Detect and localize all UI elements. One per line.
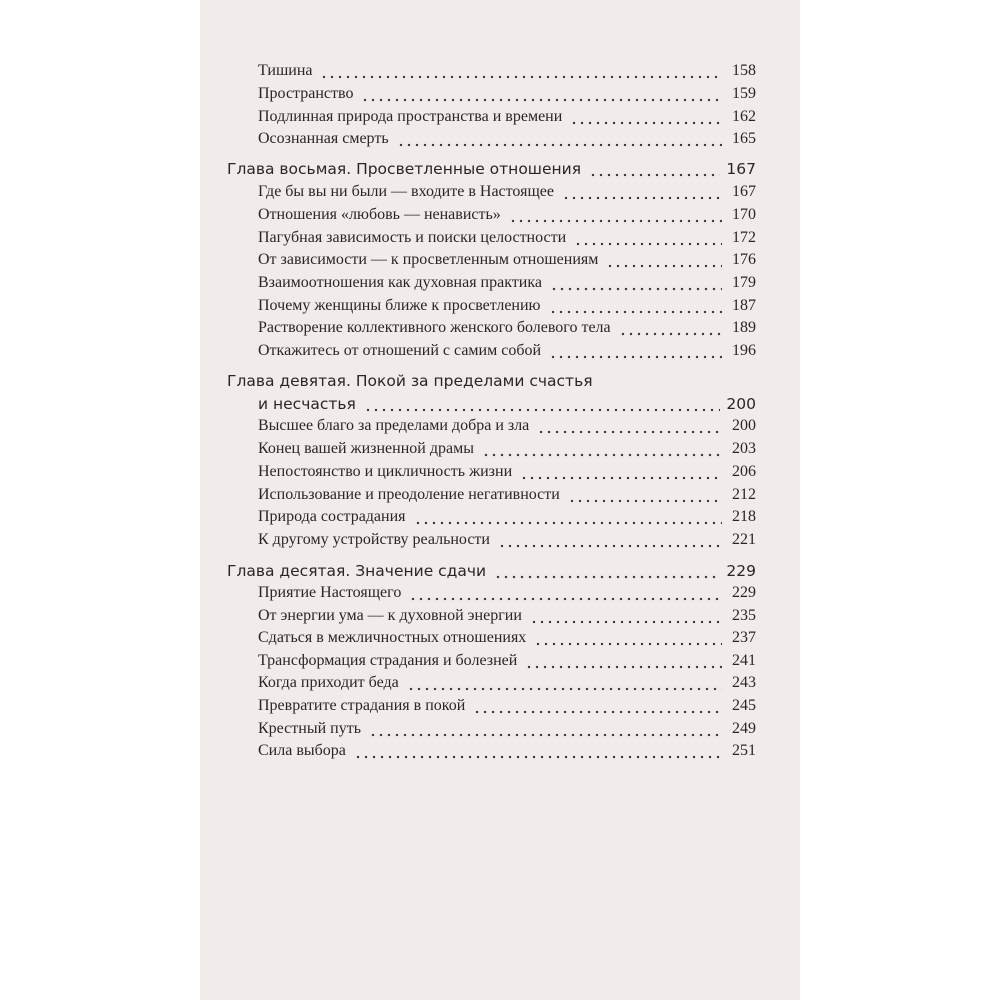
- toc-entry-page-number: 162: [732, 108, 756, 125]
- toc-entry-title: От зависимости — к просветленным отношениям: [258, 251, 599, 268]
- toc-entry: [200, 108, 800, 130]
- toc-entry-title: Природа сострадания: [258, 508, 406, 525]
- toc-entry-page-number: 189: [732, 319, 756, 336]
- dot-leader: [549, 310, 722, 314]
- toc-entry-page-number: 167: [732, 183, 756, 200]
- toc-entry-title: Взаимоотношения как духовная практика: [258, 274, 542, 291]
- dot-leader: [414, 521, 722, 525]
- toc-entry-title: Осознанная смерть: [258, 130, 389, 147]
- toc-entry-page-number: 241: [732, 652, 756, 669]
- dot-leader: [530, 620, 722, 624]
- toc-entry-page-number: 206: [732, 463, 756, 480]
- toc-entry-page-number: 179: [732, 274, 756, 291]
- dot-leader: [409, 597, 722, 601]
- toc-entry: [200, 742, 800, 764]
- toc-entry-page-number: 203: [732, 440, 756, 457]
- toc-entry-title: Использование и преодоление негативности: [258, 486, 560, 503]
- toc-chapter-entry: [200, 372, 800, 394]
- dot-leader: [494, 575, 720, 579]
- dot-leader: [509, 219, 722, 223]
- toc-entry: [200, 342, 800, 364]
- toc-entry-page-number: 245: [732, 697, 756, 714]
- toc-chapter-entry: [200, 562, 800, 584]
- toc-entry-title: Где бы вы ни были — входите в Настоящее: [258, 183, 554, 200]
- toc-chapter-entry: [200, 160, 800, 182]
- toc-entry-title: Отношения «любовь — ненависть»: [258, 206, 501, 223]
- toc-entry: [200, 629, 800, 651]
- dot-leader: [473, 710, 722, 714]
- toc-entry: [200, 297, 800, 319]
- toc-entry-title: Тишина: [258, 62, 313, 79]
- dot-leader: [354, 755, 722, 759]
- dot-leader: [407, 687, 722, 691]
- toc-chapter-entry: [200, 395, 800, 417]
- toc-entry-title: К другому устройству реальности: [258, 531, 490, 548]
- dot-leader: [550, 287, 722, 291]
- toc-entry: [200, 652, 800, 674]
- toc-entry-page-number: 200: [732, 417, 756, 434]
- toc-entry-page-number: 200: [726, 395, 756, 413]
- book-page: [200, 0, 800, 1000]
- toc-entry-title: Пространство: [258, 85, 354, 102]
- toc-entry: [200, 62, 800, 84]
- toc-entry-title: Откажитесь от отношений с самим собой: [258, 342, 542, 359]
- dot-leader: [397, 143, 722, 147]
- dot-leader: [520, 476, 722, 480]
- toc-entry-page-number: 235: [732, 607, 756, 624]
- toc-entry-title: Растворение коллективного женского болевого тела: [258, 319, 611, 336]
- toc-entry-title: Подлинная природа пространства и времени: [258, 108, 563, 125]
- toc-entry-page-number: 221: [732, 531, 756, 548]
- toc-entry: [200, 720, 800, 742]
- toc-entry: [200, 251, 800, 273]
- toc-entry-title: Пагубная зависимость и поиски целостности: [258, 229, 567, 246]
- toc-entry-page-number: 170: [732, 206, 756, 223]
- toc-entry: [200, 440, 800, 462]
- toc-entry: [200, 85, 800, 107]
- toc-entry: [200, 584, 800, 606]
- dot-leader: [369, 733, 722, 737]
- toc-entry: [200, 274, 800, 296]
- dot-leader: [482, 453, 722, 457]
- toc-entry-title: Крестный путь: [258, 720, 361, 737]
- toc-entry-title: Приятие Настоящего: [258, 584, 402, 601]
- toc-entry-title: Когда приходит беда: [258, 674, 399, 691]
- toc-entry-page-number: 237: [732, 629, 756, 646]
- dot-leader: [534, 642, 722, 646]
- toc-entry-title: Высшее благо за пределами добра и зла: [258, 417, 530, 434]
- toc-entry: [200, 674, 800, 696]
- toc-entry-page-number: 243: [732, 674, 756, 691]
- toc-entry-page-number: 159: [732, 85, 756, 102]
- toc-entry: [200, 697, 800, 719]
- toc-entry-page-number: 249: [732, 720, 756, 737]
- toc-entry-title: Сила выбора: [258, 742, 346, 759]
- dot-leader: [606, 264, 722, 268]
- toc-entry-page-number: 196: [732, 342, 756, 359]
- dot-leader: [574, 242, 722, 246]
- toc-entry: [200, 486, 800, 508]
- toc-entry: [200, 130, 800, 152]
- toc-entry-page-number: 176: [732, 251, 756, 268]
- toc-entry-page-number: 172: [732, 229, 756, 246]
- toc-entry-title: Глава десятая. Значение сдачи: [227, 562, 487, 580]
- toc-entry-title: Превратите страдания в покой: [258, 697, 466, 714]
- toc-entry: [200, 206, 800, 228]
- dot-leader: [562, 196, 722, 200]
- dot-leader: [589, 173, 720, 177]
- dot-leader: [619, 332, 722, 336]
- toc-entry-title: Конец вашей жизненной драмы: [258, 440, 474, 457]
- toc-entry-title: От энергии ума — к духовной энергии: [258, 607, 522, 624]
- toc-entry: [200, 463, 800, 485]
- toc-entry-page-number: 158: [732, 62, 756, 79]
- toc-entry-title: Почему женщины ближе к просветлению: [258, 297, 541, 314]
- dot-leader: [361, 98, 722, 102]
- toc-entry: [200, 229, 800, 251]
- toc-entry-page-number: 229: [732, 584, 756, 601]
- toc-entry: [200, 508, 800, 530]
- toc-entry: [200, 607, 800, 629]
- dot-leader: [568, 499, 722, 503]
- toc-entry-title: Глава восьмая. Просветленные отношения: [227, 160, 582, 178]
- toc-entry: [200, 183, 800, 205]
- toc-entry-title: Сдаться в межличностных отношениях: [258, 629, 527, 646]
- dot-leader: [537, 430, 722, 434]
- dot-leader: [525, 665, 722, 669]
- toc-entry-title: Глава девятая. Покой за пределами счастья: [227, 372, 593, 390]
- toc-entry-title: Трансформация страдания и болезней: [258, 652, 518, 669]
- dot-leader: [364, 408, 721, 412]
- table-of-contents: [200, 0, 800, 1000]
- toc-entry-title: Непостоянство и цикличность жизни: [258, 463, 513, 480]
- dot-leader: [320, 75, 722, 79]
- toc-entry-page-number: 165: [732, 130, 756, 147]
- toc-entry-page-number: 167: [726, 160, 756, 178]
- toc-entry: [200, 319, 800, 341]
- dot-leader: [549, 355, 722, 359]
- toc-entry-page-number: 187: [732, 297, 756, 314]
- toc-entry: [200, 417, 800, 439]
- toc-entry-page-number: 251: [732, 742, 756, 759]
- toc-entry-page-number: 218: [732, 508, 756, 525]
- toc-entry-page-number: 229: [726, 562, 756, 580]
- toc-entry: [200, 531, 800, 553]
- toc-entry-title: и несчастья: [258, 395, 356, 413]
- dot-leader: [570, 121, 722, 125]
- dot-leader: [498, 544, 722, 548]
- toc-entry-page-number: 212: [732, 486, 756, 503]
